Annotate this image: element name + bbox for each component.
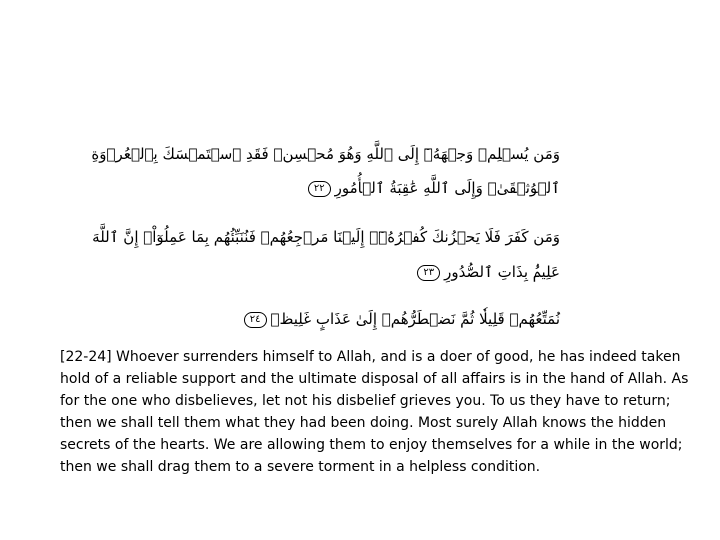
verse-line-5 [240,309,560,329]
ayah-number-marker-23: ٢٣ [417,265,440,281]
verse-line-5-text: نُمَتِّعُهُمۡ قَلِيلٗا ثُمَّ نَضۡطَرُّهُمۡ إِلَىٰ عَذَابٍ غَلِيظٖ [270,310,560,328]
verse-line-2 [304,178,560,198]
arabic-verses [91,138,560,338]
verse-line-4-text: عَلِيمُۢ بِذَاتِ ٱلصُّدُورِ [444,263,560,281]
ayah-number-marker-22: ٢٢ [308,181,331,197]
verse-line-4 [413,262,560,282]
ayah-number-marker-24: ٢٤ [244,312,267,328]
verse-line-3: وَمَن كَفَرَ فَلَا يَحۡزُنكَ كُفۡرُهُۥٓۚ إِلَيۡنَا مَرۡجِعُهُمۡ فَنُنَبِّئُهُم بِمَا عَمِلُوٓاْۚ إِنَّ ٱللَّهَ [92,228,560,246]
translation-paragraph: [22-24] Whoever surrenders himself to Allah, and is a doer of good, he has indeed taken hold of a reliable support and the ultimate disposal of all affairs is in the hand of Allah. As for the one who disbelieves, let not his disbelief grieves you. To us they have to return; then we shall tell them what they had been doing. Most surely Allah knows the hidden secrets of the hearts. We are allowing them to enjoy themselves for a while in the world; then we shall drag them to a severe torment in a helpless condition. [60,349,689,475]
verse-line-1: وَمَن يُسۡلِمۡ وَجۡهَهُۥٓ إِلَى ٱللَّهِ وَهُوَ مُحۡسِنٞ فَقَدِ ٱسۡتَمۡسَكَ بِٱلۡعُرۡوَةِ [91,145,560,163]
verse-line-2-text: ٱلۡوُثۡقَىٰۗ وَإِلَى ٱللَّهِ عَٰقِبَةُ ٱلۡأُمُورِ [334,179,560,197]
